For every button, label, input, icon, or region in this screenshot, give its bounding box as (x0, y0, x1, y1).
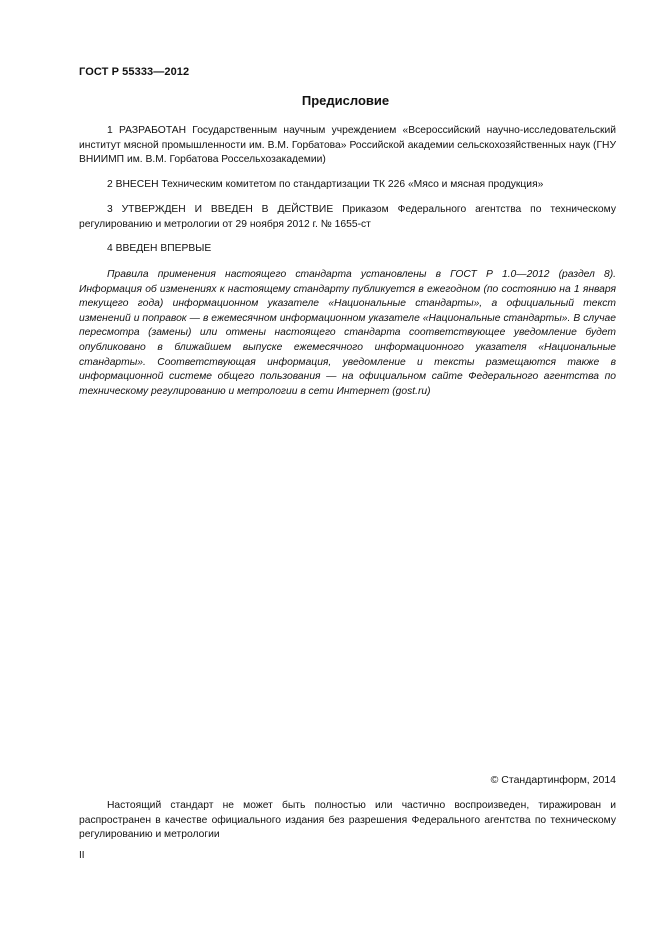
copyright-notice: © Стандартинформ, 2014 (490, 774, 616, 786)
document-code: ГОСТ Р 55333—2012 (79, 66, 190, 78)
paragraph-introduced-by: 2 ВНЕСЕН Техническим комитетом по стандартизации ТК 226 «Мясо и мясная продукция» (107, 179, 544, 190)
paragraph-approved: 3 УТВЕРЖДЕН И ВВЕДЕН В ДЕЙСТВИЕ Приказом Федерального агентства по техническому регулированию и метрологии от 29 ноября 2012 г. № 1655-ст (79, 204, 616, 230)
reproduction-notice: Настоящий стандарт не может быть полностью или частично воспроизведен, тиражирован и распространен в качестве официального издания без разрешения Федерального агентства по техническому регулированию и метрологии (79, 800, 616, 841)
page-number: II (79, 850, 85, 861)
paragraph-application-rules: Правила применения настоящего стандарта установлены в ГОСТ Р 1.0—2012 (раздел 8). Информация об изменениях к настоящему стандарту публикуется в ежегодном (по состоянию на 1 января текущего года) информационном указателе «Национальные стандарты», а официальный текст изменений и поправок — в ежемесячном информационном указателе «Национальные стандарты». В случае пересмотра (замены) или отмены настоящего стандарта соответствующее уведомление будет опубликовано в ближайшем выпуске ежемесячного информационного указателя «Национальные стандарты». Соответствующая информация, уведомление и тексты размещаются также в информационной системе общего пользования — на официальном сайте Федерального агентства по техническому регулированию и метрологии в сети Интернет (gost.ru) (79, 269, 616, 397)
paragraph-first-introduced: 4 ВВЕДЕН ВПЕРВЫЕ (107, 243, 212, 254)
paragraph-developed-by: 1 РАЗРАБОТАН Государственным научным учреждением «Всероссийский научно-исследовательский институт мясной промышленности им. В.М. Горбатова» Российской академии сельскохозяйственных наук (ГНУ ВНИИМП им. В.М. Горбатова Россельхозакадемии) (79, 125, 616, 166)
page-title: Предисловие (301, 93, 390, 108)
